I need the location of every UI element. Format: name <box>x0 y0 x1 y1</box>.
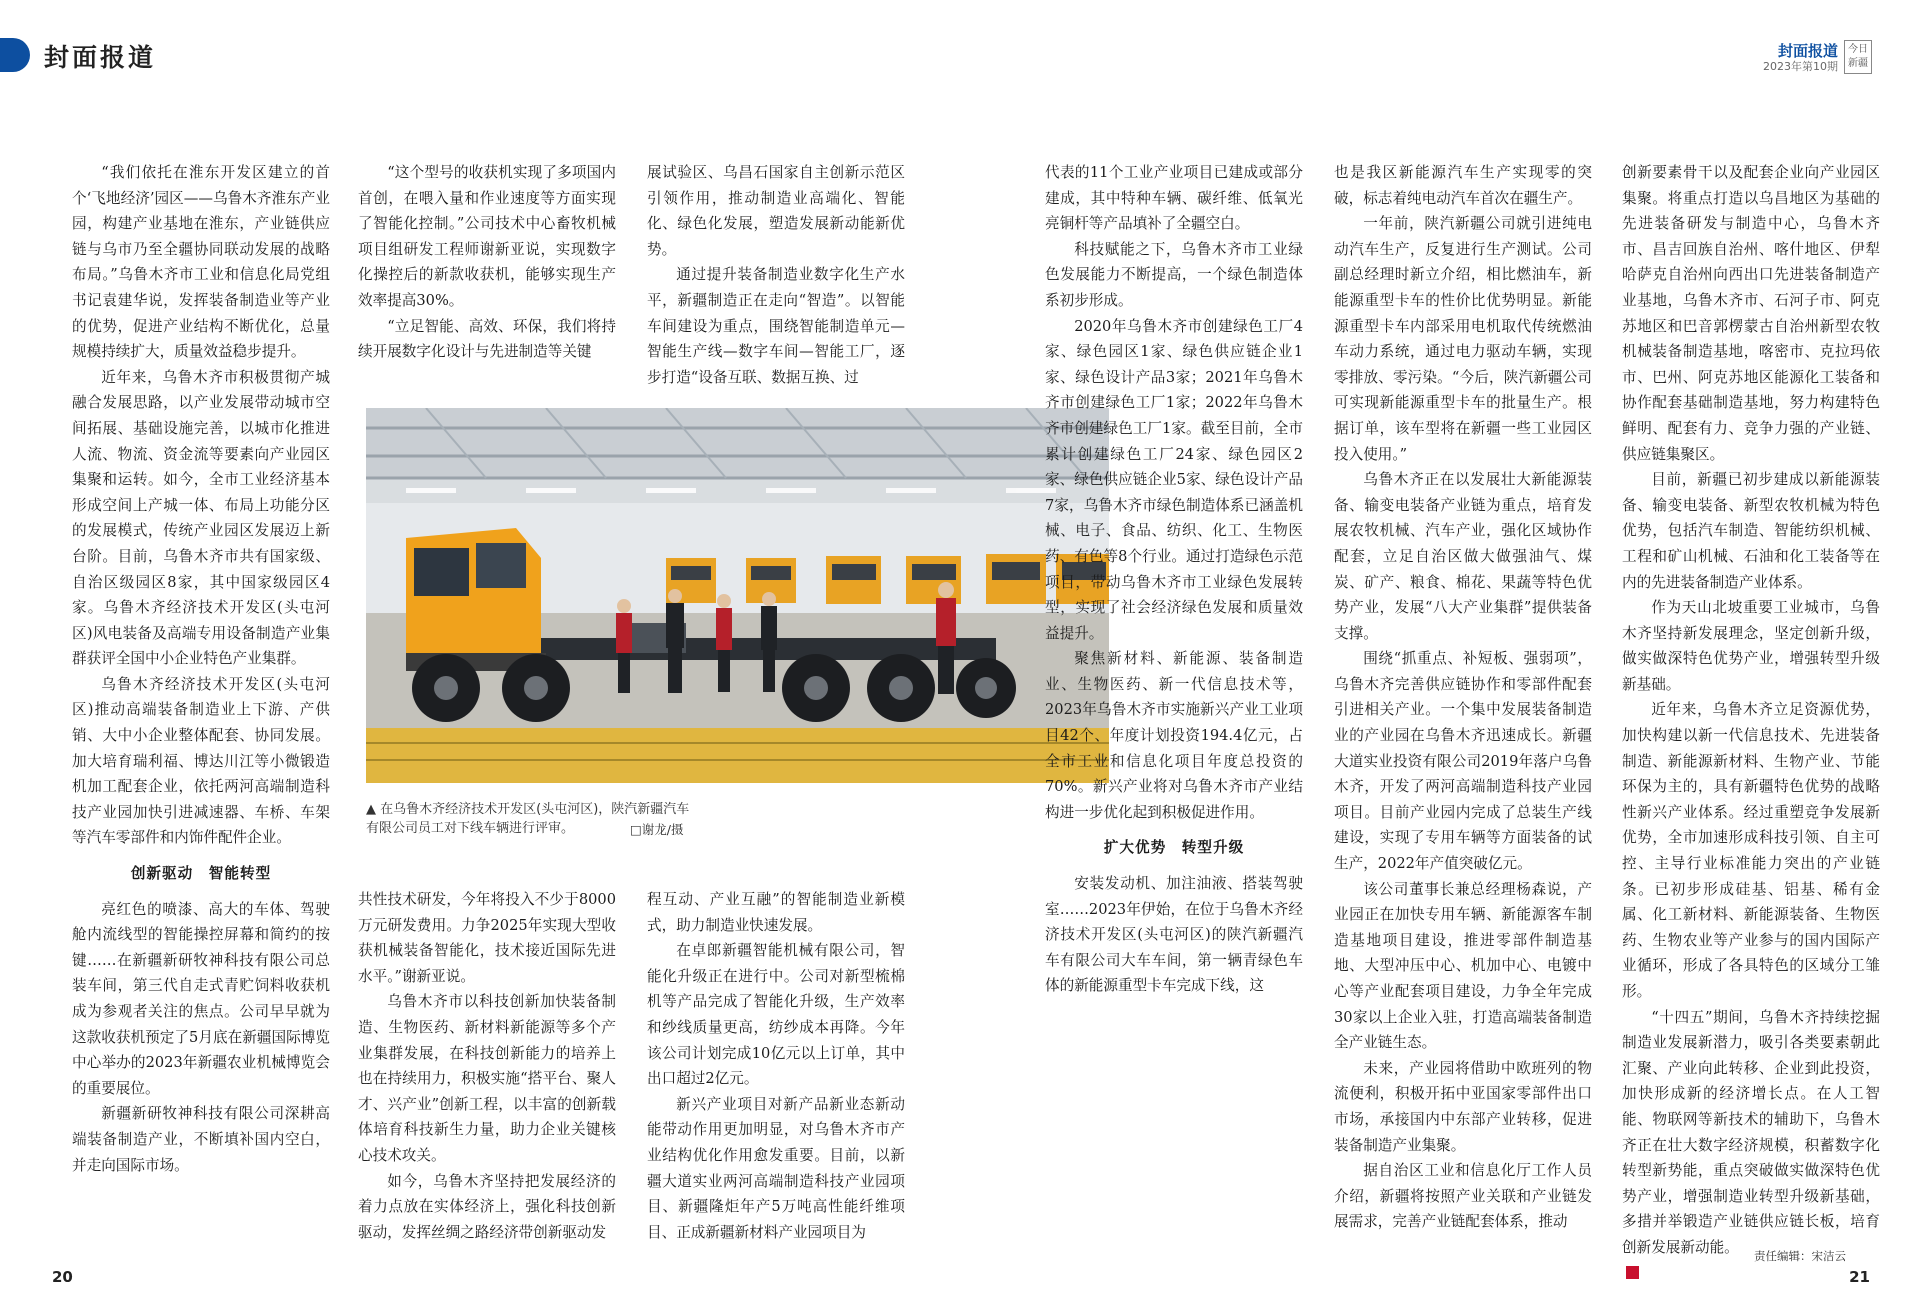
paragraph: “十四五”期间，乌鲁木齐持续挖掘制造业发展新潜力，吸引各类要素朝此汇聚、产业向此转移、企业到此投资，加快形成新的经济增长点。在人工智能、物联网等新技术的辅助下，乌鲁木齐正在壮大数字经济规模，积蓄数字化转型新势能，重点突破做实做深特色优势产业，增强制造业转型升级新基础，多措并举锻造产业链供应链长板，培育创新发展新动能。 <box>1622 1008 1880 1256</box>
section-heading: 创新驱动 智能转型 <box>130 865 272 883</box>
paragraph: 乌鲁木齐经济技术开发区(头屯河区)推动高端装备制造业上下游、产供销、大中小企业整体配套、协同发展。加大培育瑞利福、博达川江等小微锻造机加工配套企业，依托两河高端制造科技产业园加快引进减速器、车桥、车架等汽车零部件和内饰件配件企业。 <box>72 675 330 847</box>
issue-number: 2023年第10期 <box>1763 60 1838 73</box>
paragraph: “这个型号的收获机实现了多项国内首创，在喂入量和作业速度等方面实现了智能化控制。”公司技术中心畜牧机械项目组研发工程师谢新亚说，实现数字化操控后的新款收获机，能够实现生产效率提高30%。 <box>358 164 616 309</box>
paragraph: 安装发动机、加注油液、搭装驾驶室……2023年伊始，在位于乌鲁木齐经济技术开发区(头屯河区)的陕汽新疆汽车有限公司大车车间，第一辆青绿色车体的新能源重型卡车完成下线，这 <box>1045 875 1303 995</box>
paragraph: 展试验区、乌昌石国家自主创新示范区引领作用，推动制造业高端化、智能化、绿色化发展，塑造发展新动能新优势。 <box>647 164 905 258</box>
page-number-left: 20 <box>52 1268 73 1286</box>
paragraph: 乌鲁木齐市以科技创新加快装备制造、生物医药、新材料新能源等多个产业集群发展，在科技创新能力的培养上也在持续用力，积极实施“搭平台、聚人才、兴产业”创新工程，以丰富的创新载体培育科技新生力量，助力企业关键核心技术攻关。 <box>358 993 616 1164</box>
paragraph: 也是我区新能源汽车生产实现零的突破，标志着纯电动汽车首次在疆生产。 <box>1334 164 1592 207</box>
section-tab-marker <box>0 38 30 72</box>
responsible-editor: 责任编辑：宋洁云 <box>1754 1249 1846 1263</box>
article-end-mark <box>1626 1266 1639 1279</box>
magazine-logo: 今日新疆 <box>1844 40 1872 74</box>
article-column-2-bottom <box>358 887 616 1245</box>
article-column-1 <box>72 160 330 1178</box>
section-heading: 扩大优势 转型升级 <box>1103 839 1245 857</box>
paragraph: 未来，产业园将借助中欧班列的物流便利，积极开拓中亚国家零部件出口市场，承接国内中东部产业转移，促进装备制造产业集聚。 <box>1334 1059 1592 1154</box>
paragraph: 代表的11个工业产业项目已建成或部分建成，其中特种车辆、碳纤维、低氧光亮铜杆等产品填补了全疆空白。 <box>1045 164 1303 233</box>
paragraph: 如今，乌鲁木齐坚持把发展经济的着力点放在实体经济上，强化科技创新驱动，发挥丝绸之路经济带创新驱动发 <box>358 1172 616 1241</box>
article-column-3-bottom <box>647 887 905 1245</box>
paragraph: 新疆新研牧神科技有限公司深耕高端装备制造产业，不断填补国内空白，并走向国际市场。 <box>72 1105 330 1174</box>
paragraph: 创新要素骨干以及配套企业向产业园区集聚。将重点打造以乌昌地区为基础的先进装备研发与制造中心，乌鲁木齐市、昌吉回族自治州、喀什地区、伊犁哈萨克自治州向西出口先进装备制造产业基地，乌鲁木齐市、石河子市、阿克苏地区和巴音郭楞蒙古自治州新型农牧机械装备制造基地，喀密市、克拉玛依市、巴州、阿克苏地区能源化工装备和协作配套基础制造基地，努力构建特色鲜明、配套有力、竞争力强的产业链、供应链集聚区。 <box>1622 164 1880 463</box>
section-title: 封面报道 <box>44 43 157 72</box>
photo-illustration <box>366 408 1109 783</box>
paragraph: 通过提升装备制造业数字化生产水平，新疆制造正在走向“智造”。以智能车间建设为重点，围绕智能制造单元—智能生产线—数字车间—智能工厂，逐步打造“设备互联、数据互换、过 <box>647 266 905 386</box>
paragraph: 围绕“抓重点、补短板、强弱项”，乌鲁木齐完善供应链协作和零部件配套引进相关产业。一个集中发展装备制造业的产业园在乌鲁木齐迅速成长。新疆大道实业投资有限公司2019年落户乌鲁木齐，开发了两河高端制造科技产业园项目。目前产业园内完成了总装生产线建设，实现了专用车辆等方面装备的试生产，2022年产值突破亿元。 <box>1334 650 1592 873</box>
paragraph: 程互动、产业互融”的智能制造业新模式，助力制造业快速发展。 <box>647 891 905 934</box>
magazine-brand <box>1763 42 1838 74</box>
paragraph: 近年来，乌鲁木齐市积极贯彻产城融合发展思路，以产业发展带动城市空间拓展、基础设施完善，以城市化推进人流、物流、资金流等要素向产业园区集聚和运转。如今，全市工业经济基本形成空间上产城一体、布局上功能分区的发展模式，传统产业园区发展迈上新台阶。目前，乌鲁木齐市共有国家级、自治区级园区8家，其中国家级园区4家。乌鲁木齐经济技术开发区(头屯河区)风电装备及高端专用设备制造产业集群获评全国中小企业特色产业集群。 <box>72 368 330 668</box>
paragraph: 乌鲁木齐正在以发展壮大新能源装备、输变电装备产业链为重点，培育发展农牧机械、汽车产业，强化区域协作配套，立足自治区做大做强油气、煤炭、矿产、粮食、棉花、果蔬等特色优势产业，发展“八大产业集群”提供装备支撑。 <box>1334 471 1592 642</box>
article-column-6 <box>1622 160 1880 1286</box>
paragraph: 科技赋能之下，乌鲁木齐市工业绿色发展能力不断提高，一个绿色制造体系初步形成。 <box>1045 240 1303 309</box>
paragraph: 2020年乌鲁木齐市创建绿色工厂4家、绿色园区1家、绿色供应链企业1家、绿色设计产品3家；2021年乌鲁木齐市创建绿色工厂1家；2022年乌鲁木齐市创建绿色工厂1家。截至目前，全市累计创建绿色工厂24家、绿色园区2家、绿色供应链企业5家、绿色设计产品7家，乌鲁木齐市绿色制造体系已涵盖机械、电子、食品、纺织、化工、生物医药、有色等8个行业。通过打造绿色示范项目，带动乌鲁木齐市工业绿色发展转型，实现了社会经济绿色发展和质量效益提升。 <box>1045 317 1303 642</box>
article-column-2-top <box>358 160 616 365</box>
brand-section-name: 封面报道 <box>1777 42 1838 60</box>
paragraph: 近年来，乌鲁木齐立足资源优势，加快构建以新一代信息技术、先进装备制造、新能源新材料、生物产业、节能环保为主的，具有新疆特色优势的战略性新兴产业体系。经过重塑竞争发展新优势，全市加速形成科技引领、自主可控、主导行业标准能力突出的产业链条。已初步形成硅基、铝基、稀有金属、化工新材料、新能源装备、生物医药、生物农业等产业参与的国内国际产业循环，形成了各具特色的区域分工雏形。 <box>1622 701 1880 1000</box>
paragraph: 目前，新疆已初步建成以新能源装备、输变电装备、新型农牧机械为特色优势，包括汽车制造、智能纺织机械、工程和矿山机械、石油和化工装备等在内的先进装备制造产业体系。 <box>1622 471 1880 591</box>
article-column-5 <box>1334 160 1592 1235</box>
photo-credit: □谢龙/摄 <box>630 822 684 837</box>
paragraph: “我们依托在淮东开发区建立的首个‘飞地经济’园区——乌鲁木齐淮东产业园，构建产业基地在淮东，产业链供应链与乌市乃至全疆协同联动发展的战略布局。”乌鲁木齐市工业和信息化局党组书记袁建华说，发挥装备制造业等产业的优势，促进产业结构不断优化，总量规模持续扩大，质量效益稳步提升。 <box>72 164 330 361</box>
paragraph: 新兴产业项目对新产品新业态新动能带动作用更加明显，对乌鲁木齐市产业结构优化作用愈发重要。目前，以新疆大道实业两河高端制造科技产业园项目、新疆隆炬年产5万吨高性能纤维项目、正成新疆新材料产业园项目为 <box>647 1095 905 1241</box>
paragraph: 作为天山北坡重要工业城市，乌鲁木齐坚持新发展理念，坚定创新升级，做实做深特色优势产业，增强转型升级新基础。 <box>1622 599 1880 693</box>
paragraph: 共性技术研发，今年将投入不少于8000万元研发费用。力争2025年实现大型收获机械装备智能化，技术接近国际先进水平。”谢新亚说。 <box>358 891 616 985</box>
paragraph: 据自治区工业和信息化厅工作人员介绍，新疆将按照产业关联和产业链发展需求，完善产业链配套体系，推动 <box>1334 1162 1592 1231</box>
page-number-right: 21 <box>1849 1268 1870 1286</box>
paragraph: “立足智能、高效、环保，我们将持续开展数字化设计与先进制造等关键 <box>358 317 616 361</box>
photo-caption: ▲ 在乌鲁木齐经济技术开发区(头屯河区)，陕汽新疆汽车有限公司员工对下线车辆进行评审。 <box>366 802 690 836</box>
article-column-3-top <box>647 160 905 390</box>
paragraph: 亮红色的喷漆、高大的车体、驾驶舱内流线型的智能操控屏幕和简约的按键……在新疆新研牧神科技有限公司总装车间，第三代自走式青贮饲料收获机成为参观者关注的焦点。公司早早就为这款收获机预定了5月底在新疆国际博览中心举办的2023年新疆农业机械博览会的重要展位。 <box>72 900 330 1097</box>
paragraph: 在卓郎新疆智能机械有限公司，智能化升级正在进行中。公司对新型梳棉机等产品完成了智能化升级，生产效率和纱线质量更高，纺纱成本再降。今年该公司计划完成10亿元以上订单，其中出口超过2亿元。 <box>647 942 905 1088</box>
truck-assembly-photo <box>366 408 1109 783</box>
article-column-4 <box>1045 160 1303 999</box>
paragraph: 一年前，陕汽新疆公司就引进纯电动汽车生产，反复进行生产测试。公司副总经理时新立介绍，相比燃油车，新能源重型卡车的性价比优势明显。新能源重型卡车内部采用电机取代传统燃油车动力系统，通过电力驱动车辆，实现零排放、零污染。“今后，陕汽新疆公司可实现新能源重型卡车的批量生产。根据订单，该车型将在新疆一些工业园区投入使用。” <box>1334 215 1592 463</box>
paragraph: 聚焦新材料、新能源、装备制造业、生物医药、新一代信息技术等，2023年乌鲁木齐市实施新兴产业工业项目42个、年度计划投资194.4亿元，占全市工业和信息化项目年度总投资的70%。新兴产业将对乌鲁木齐市产业结构进一步优化起到积极促进作用。 <box>1045 650 1303 821</box>
paragraph: 该公司董事长兼总经理杨森说，产业园正在加快专用车辆、新能源客车制造基地项目建设，推进零部件制造基地、大型冲压中心、机加中心、电镀中心等产业配套项目建设，力争全年完成30家以上企业入驻，打造高端装备制造全产业链生态。 <box>1334 880 1592 1052</box>
